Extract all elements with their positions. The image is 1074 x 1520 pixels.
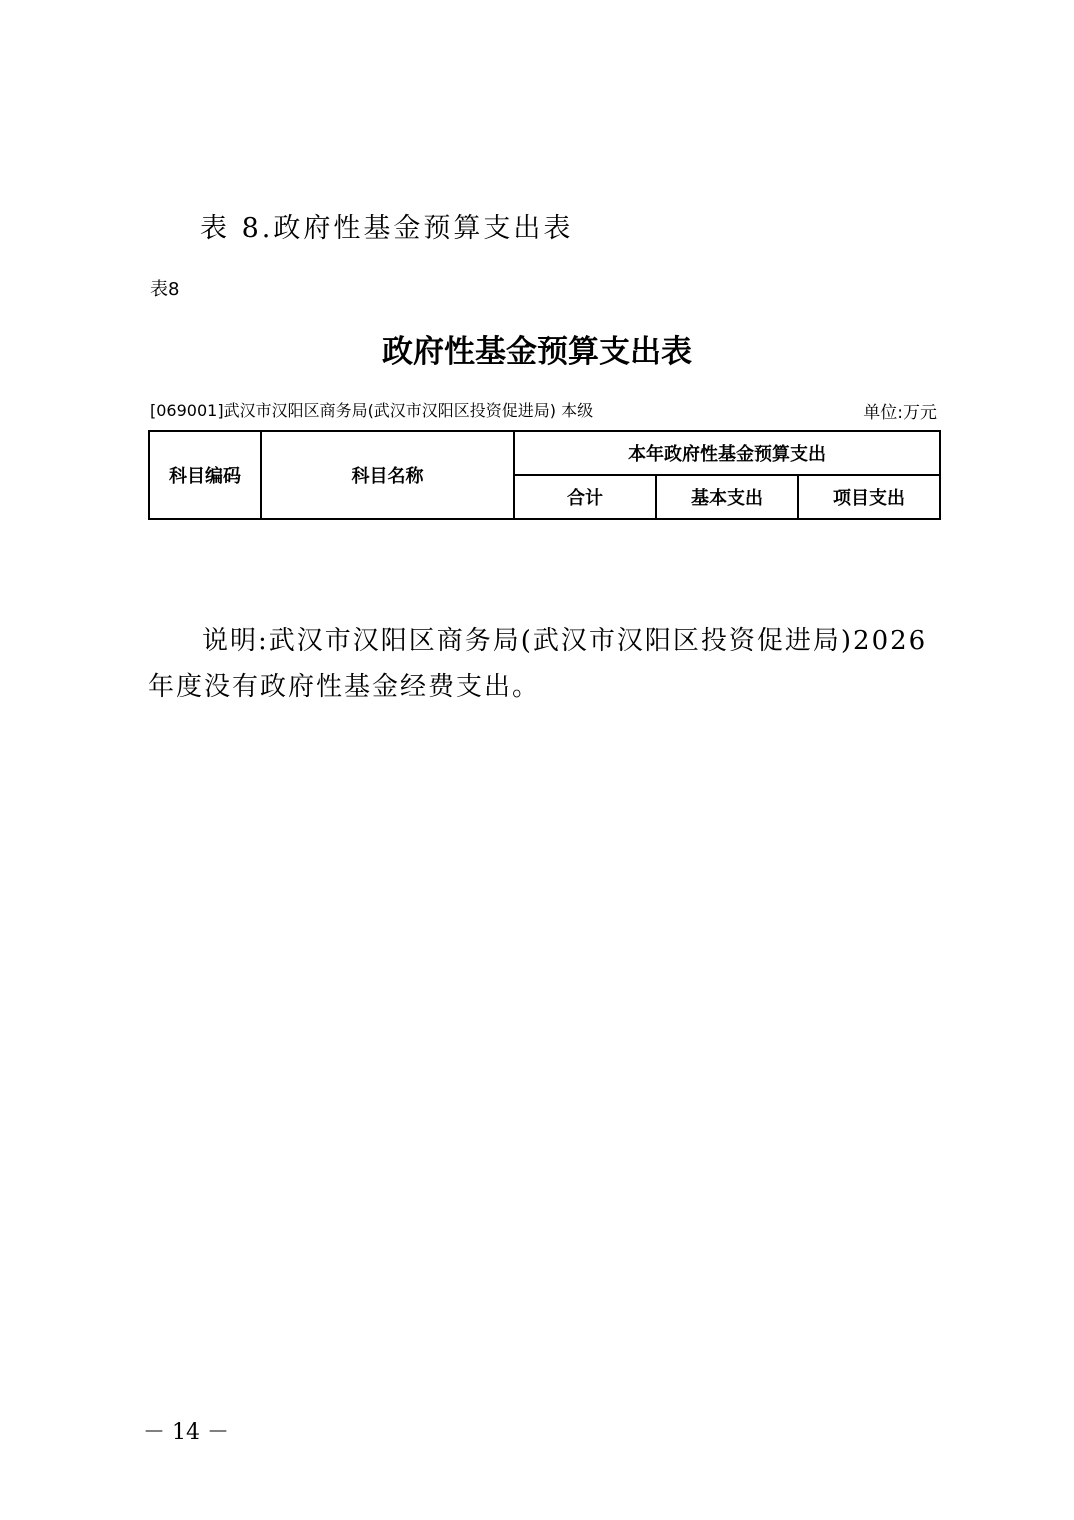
note-line-2: 年度没有政府性基金经费支出。 xyxy=(148,672,541,702)
unit-label: 单位:万元 xyxy=(863,403,937,423)
explanation-note xyxy=(148,618,948,710)
page-number: － 14 － xyxy=(143,1420,229,1445)
budget-table xyxy=(148,430,941,520)
table-header-row xyxy=(149,431,940,475)
column-header-name: 科目名称 xyxy=(261,431,514,519)
column-header-code: 科目编码 xyxy=(149,431,261,519)
column-header-total: 合计 xyxy=(514,475,656,519)
organization-line: [069001]武汉市汉阳区商务局(武汉市汉阳区投资促进局) 本级 xyxy=(150,401,594,420)
column-group-header: 本年政府性基金预算支出 xyxy=(514,431,940,475)
column-header-basic: 基本支出 xyxy=(656,475,798,519)
table-title: 政府性基金预算支出表 xyxy=(382,334,692,370)
section-heading: 表 8.政府性基金预算支出表 xyxy=(200,213,574,244)
column-header-project: 项目支出 xyxy=(798,475,940,519)
table-tag: 表8 xyxy=(150,279,180,300)
note-line-1: 说明:武汉市汉阳区商务局(武汉市汉阳区投资促进局)2026 xyxy=(202,626,928,656)
